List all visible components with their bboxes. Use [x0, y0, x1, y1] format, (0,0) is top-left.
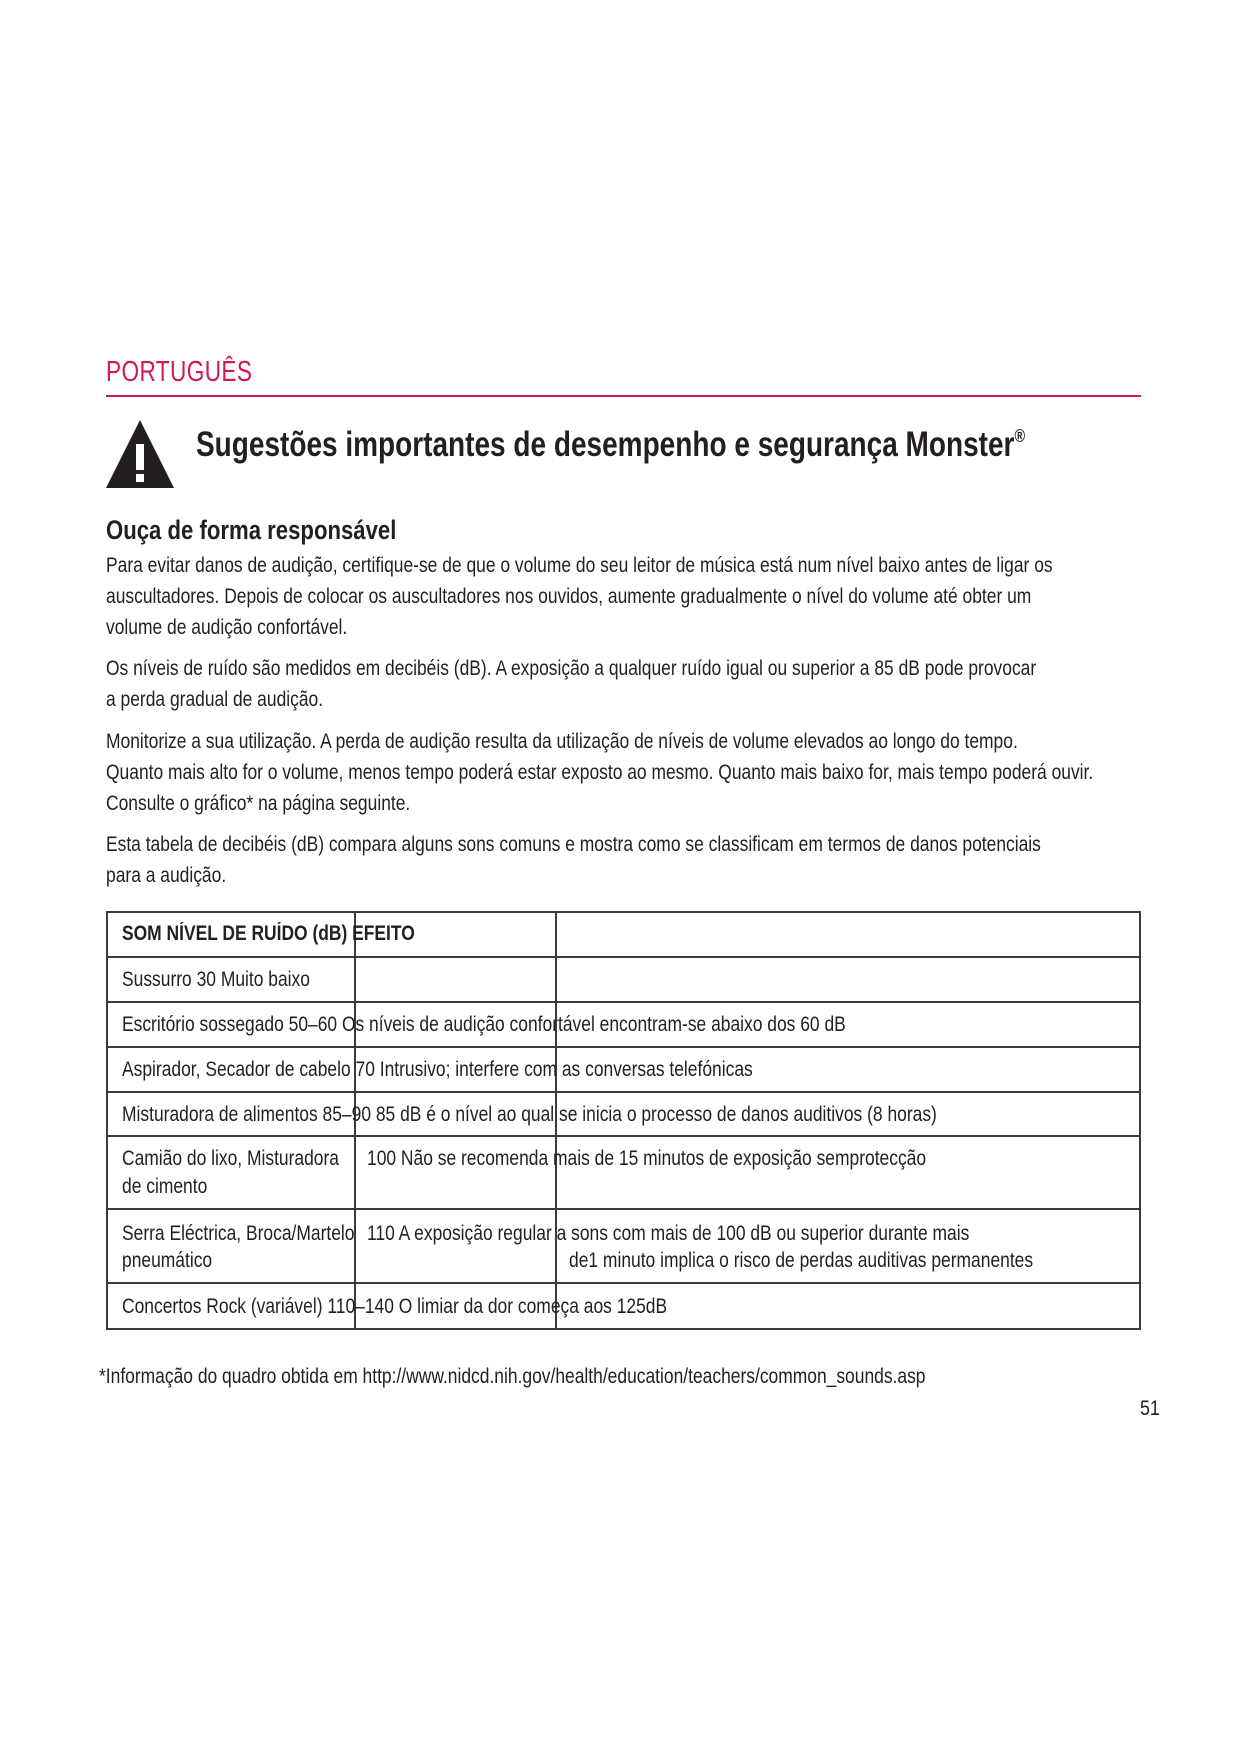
footnote: *Informação do quadro obtida em http://www.nidcd.nih.gov/health/education/teachers/common_sounds.asp — [99, 1365, 926, 1388]
paragraph-line: Os níveis de ruído são medidos em decibéis (dB). A exposição a qualquer ruído igual ou superior a 85 dB pode provocar — [106, 657, 1037, 680]
row-divider — [108, 1001, 1139, 1003]
row-line: pneumático — [122, 1249, 213, 1272]
registered-mark: ® — [1014, 426, 1026, 446]
paragraph-line: Esta tabela de decibéis (dB) compara alguns sons comuns e mostra como se classificam em termos de danos potenciais — [106, 833, 1041, 856]
language-heading: PORTUGUÊS — [106, 356, 253, 388]
table-row — [122, 1145, 339, 1201]
decibel-table — [106, 911, 1141, 1330]
row-divider — [108, 1135, 1139, 1137]
table-row: Aspirador, Secador de cabelo 70 Intrusivo; interfere com as conversas telefónicas — [122, 1058, 753, 1081]
row-divider — [108, 956, 1139, 958]
paragraph-4 — [106, 829, 1041, 891]
table-row — [122, 1220, 354, 1274]
table-row: Sussurro 30 Muito baixo — [122, 968, 310, 991]
page-title — [196, 425, 1025, 465]
row-divider — [108, 1282, 1139, 1284]
paragraph-line: Quanto mais alto for o volume, menos tempo poderá estar exposto ao mesmo. Quanto mais baixo for, mais tempo poderá ouvir. — [106, 761, 1094, 784]
page-number: 51 — [1140, 1397, 1160, 1420]
row-effect: de1 minuto implica o risco de perdas auditivas permanentes — [569, 1249, 1034, 1272]
row-divider — [108, 1046, 1139, 1048]
row-divider — [108, 1208, 1139, 1210]
row-effect: 110 A exposição regular a sons com mais de 100 dB ou superior durante mais — [367, 1222, 970, 1245]
table-row: Escritório sossegado 50–60 Os níveis de audição confortável encontram-se abaixo dos 60 dB — [122, 1013, 846, 1036]
row-effect: 100 Não se recomenda mais de 15 minutos de exposição semprotecção — [367, 1147, 927, 1170]
row-line: Camião do lixo, Misturadora — [122, 1147, 340, 1170]
title-text: Sugestões importantes de desempenho e segurança Monster — [196, 425, 1015, 464]
paragraph-line: Consulte o gráfico* na página seguinte. — [106, 792, 411, 815]
paragraph-line: Para evitar danos de audição, certifique-se de que o volume do seu leitor de música está num nível baixo antes de ligar os — [106, 554, 1053, 577]
heading-rule — [106, 395, 1141, 397]
paragraph-line: auscultadores. Depois de colocar os auscultadores nos ouvidos, aumente gradualmente o nível do volume até obter um — [106, 585, 1032, 608]
paragraph-line: volume de audição confortável. — [106, 616, 348, 639]
paragraph-line: Monitorize a sua utilização. A perda de audição resulta da utilização de níveis de volume elevados ao longo do tempo. — [106, 730, 1018, 753]
table-header: SOM NÍVEL DE RUÍDO (dB) EFEITO — [122, 922, 415, 945]
paragraph-2 — [106, 653, 1036, 715]
paragraph-1 — [106, 550, 1053, 643]
paragraph-3 — [106, 726, 1093, 819]
table-row: Misturadora de alimentos 85–90 85 dB é o nível ao qual se inicia o processo de danos auditivos (8 horas) — [122, 1103, 937, 1126]
section-heading: Ouça de forma responsável — [106, 515, 397, 545]
row-divider — [108, 1091, 1139, 1093]
table-row: Concertos Rock (variável) 110–140 O limiar da dor começa aos 125dB — [122, 1295, 668, 1318]
paragraph-line: a perda gradual de audição. — [106, 688, 324, 711]
paragraph-line: para a audição. — [106, 864, 227, 887]
warning-triangle-icon — [104, 418, 176, 490]
row-line: Serra Eléctrica, Broca/Martelo — [122, 1222, 355, 1245]
row-line: de cimento — [122, 1175, 208, 1198]
